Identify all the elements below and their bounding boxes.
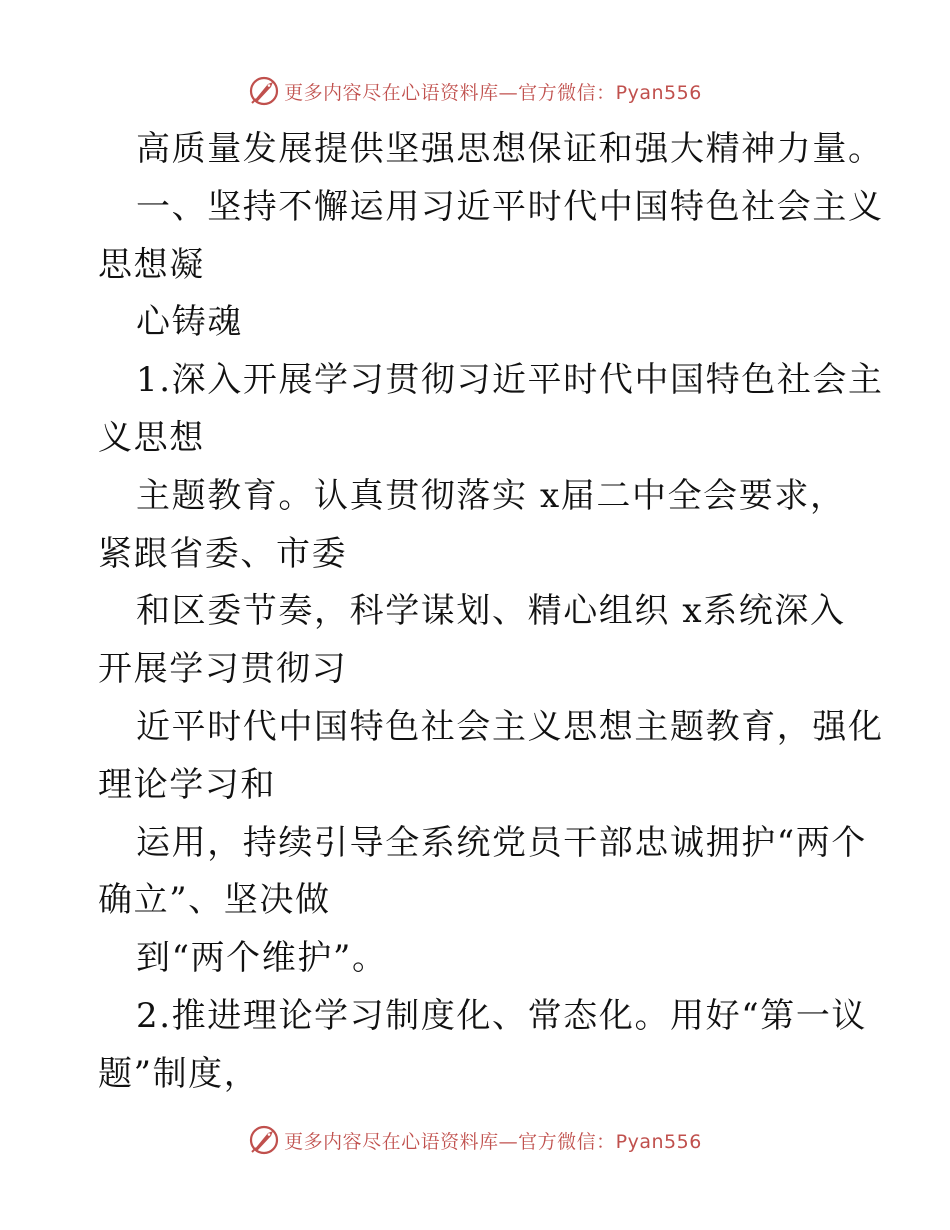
header-banner-text: 更多内容尽在心语资料库—官方微信：Pyan556 — [284, 81, 702, 104]
body-line: 题”制度， — [98, 1053, 260, 1094]
body-line: 到“两个维护”。 — [136, 938, 388, 979]
body-line: 运用，持续引导全系统党员干部忠诚拥护“两个 — [136, 822, 867, 863]
body-line: 思想凝 — [98, 244, 205, 285]
footer-wechat-id: Pyan556 — [615, 1130, 702, 1153]
body-line: 主题教育。认真贯彻落实 x届二中全会要求， — [136, 475, 846, 516]
list-item-2: 2.推进理论学习制度化、常态化。用好“第一议 — [136, 995, 868, 1036]
body-line: 开展学习贯彻习 — [98, 649, 348, 690]
header-banner — [0, 69, 950, 113]
body-line: 心铸魂 — [136, 302, 243, 343]
header-wechat-id: Pyan556 — [615, 81, 702, 104]
body-line: 理论学习和 — [98, 764, 276, 805]
footer-banner-text: 更多内容尽在心语资料库—官方微信：Pyan556 — [284, 1130, 702, 1153]
body-line: 和区委节奏，科学谋划、精心组织 x系统深入 — [136, 591, 846, 632]
footer-banner — [0, 1118, 950, 1162]
body-line: 确立”、坚决做 — [98, 880, 331, 921]
document-body — [98, 121, 884, 1104]
body-line: 高质量发展提供坚强思想保证和强大精神力量。 — [136, 129, 884, 169]
body-line: 紧跟省委、市委 — [98, 533, 348, 574]
list-item-1: 1.深入开展学习贯彻习近平时代中国特色社会主 — [136, 360, 884, 401]
section-heading-1: 一、坚持不懈运用习近平时代中国特色社会主义 — [136, 186, 884, 227]
pen-nib-logo-icon — [248, 75, 280, 107]
body-line: 近平时代中国特色社会主义思想主题教育，强化 — [136, 706, 884, 747]
body-line: 义思想 — [98, 417, 205, 458]
pen-nib-logo-icon — [248, 1124, 280, 1156]
